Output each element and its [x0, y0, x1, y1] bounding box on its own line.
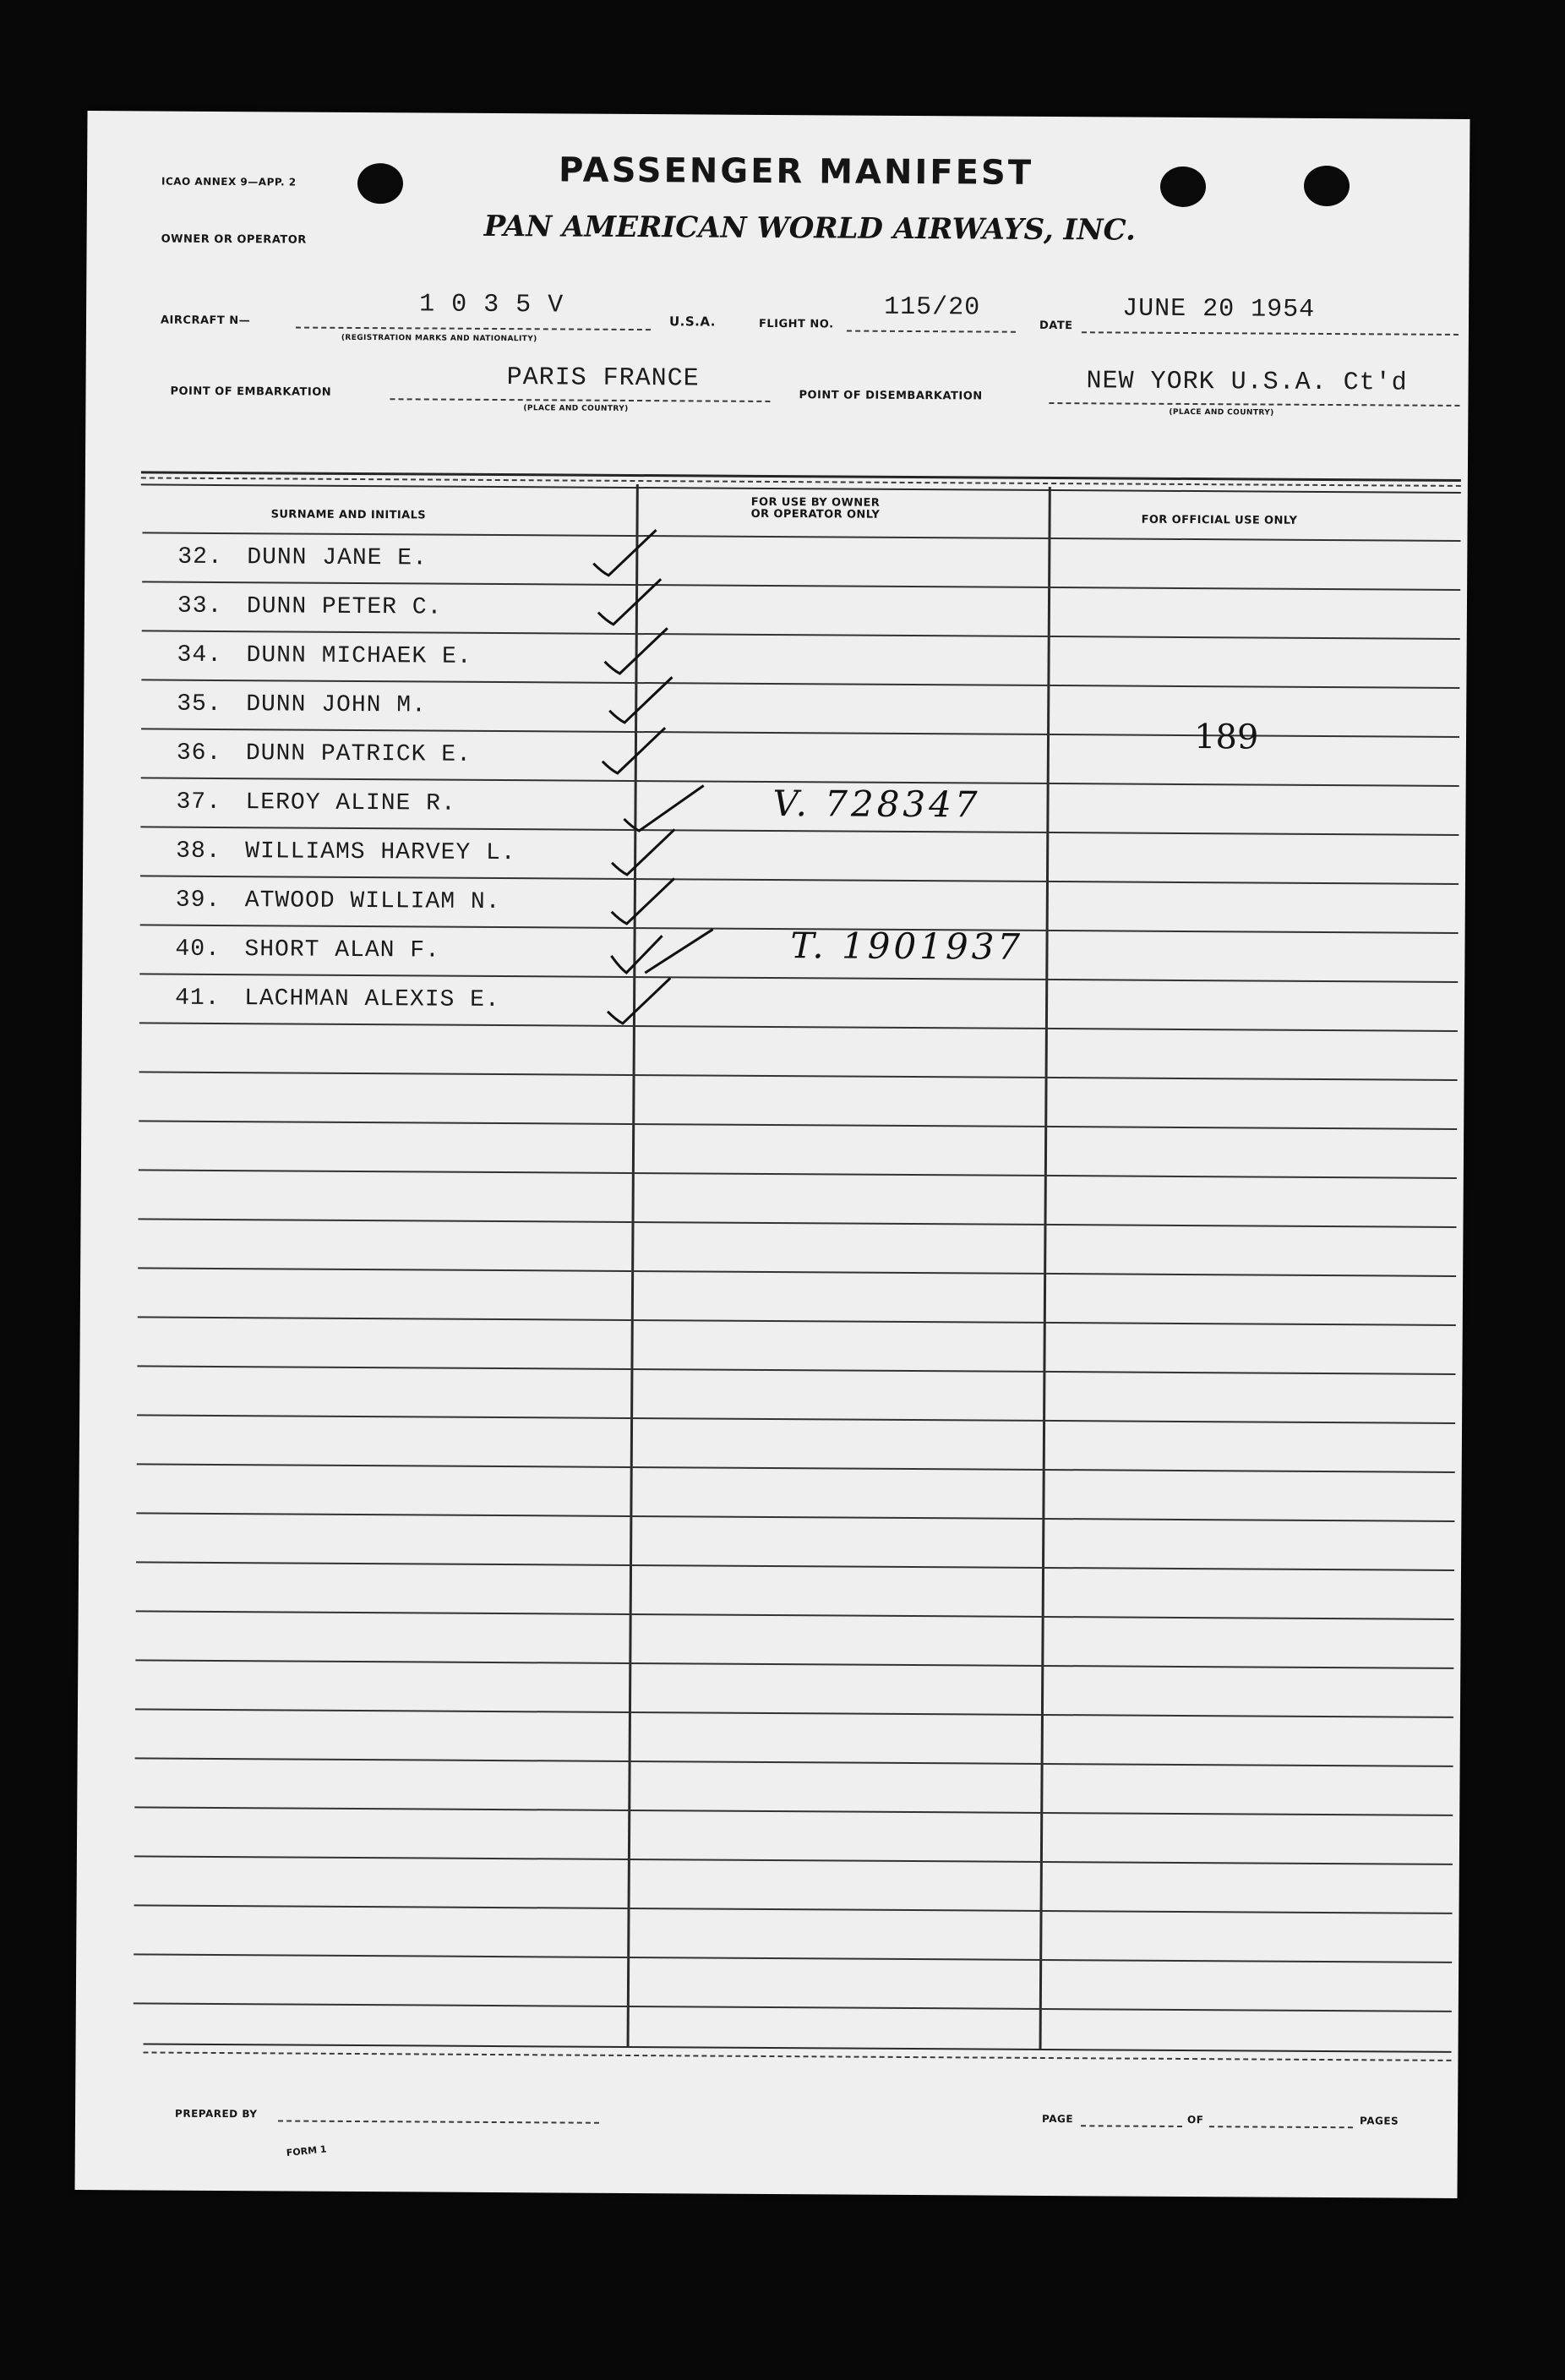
date-value: JUNE 20 1954: [1122, 294, 1316, 325]
check-mark-icon: [604, 974, 675, 1026]
disembarkation-dotline: [1049, 402, 1459, 407]
passenger-name: DUNN JANE E.: [247, 544, 428, 572]
disembarkation-value: NEW YORK U.S.A. Ct'd: [1086, 367, 1408, 398]
column-divider: [1039, 487, 1051, 2049]
of-dotline: [1209, 2126, 1353, 2128]
date-label: DATE: [1039, 319, 1073, 333]
disembarkation-caption: (PLACE AND COUNTRY): [1169, 407, 1274, 418]
owner-value: PAN AMERICAN WORLD AIRWAYS, INC.: [483, 209, 1136, 248]
pages-label: PAGES: [1359, 2115, 1399, 2127]
column-header-surname: SURNAME AND INITIALS: [270, 508, 427, 522]
stamp: FORM 1: [286, 2143, 328, 2159]
ruled-line: [139, 1071, 1458, 1081]
ruled-line: [135, 1757, 1453, 1767]
passenger-name: DUNN PETER C.: [246, 593, 443, 621]
manifest-page: [75, 111, 1470, 2198]
passenger-name: DUNN PATRICK E.: [245, 740, 472, 768]
passenger-name: DUNN JOHN M.: [246, 691, 427, 719]
column-header-owner-line2: OR OPERATOR ONLY: [750, 507, 881, 521]
ruled-line: [137, 1463, 1455, 1473]
punch-hole: [357, 163, 403, 204]
owner-label: OWNER OR OPERATOR: [161, 232, 307, 247]
check-mark-icon: [601, 625, 672, 676]
row-number: 40.: [175, 936, 221, 963]
aircraft-label: AIRCRAFT N—: [160, 314, 251, 328]
ruled-line: [138, 1267, 1456, 1277]
registration-caption: (REGISTRATION MARKS AND NATIONALITY): [341, 333, 537, 344]
ruled-line: [134, 1806, 1453, 1816]
passenger-name: SHORT ALAN F.: [244, 936, 440, 964]
ruled-line: [134, 1953, 1452, 1963]
ruled-line: [134, 1855, 1453, 1865]
page-dotline: [1081, 2125, 1182, 2127]
check-mark-icon: [608, 925, 717, 977]
embarkation-value: PARIS FRANCE: [506, 363, 700, 394]
ruled-lines: [88, 111, 1470, 119]
passenger-name: DUNN MICHAEK E.: [246, 642, 472, 670]
ruled-line: [139, 1218, 1457, 1228]
row-number: 37.: [176, 789, 222, 816]
row-number: 34.: [177, 641, 223, 669]
embarkation-dotline: [390, 398, 770, 402]
flight-label: FLIGHT NO.: [758, 317, 834, 331]
row-number: 35.: [177, 691, 222, 718]
table-bottom-rule: [144, 2043, 1452, 2052]
check-mark-icon: [608, 875, 679, 926]
ruled-line: [137, 1414, 1455, 1424]
punch-hole: [1160, 166, 1206, 207]
prepared-by-label: PREPARED BY: [175, 2107, 258, 2121]
owner-note-row37: V. 728347: [772, 782, 981, 826]
punch-hole: [1304, 166, 1350, 206]
ruled-line: [134, 1904, 1453, 1914]
check-mark-icon: [595, 576, 666, 627]
table-top-rule: [141, 471, 1461, 482]
ruled-line: [134, 2002, 1452, 2012]
row-number: 33.: [177, 592, 223, 620]
table-bottom-rule: [143, 2051, 1451, 2061]
row-number: 36.: [176, 740, 222, 767]
check-mark-icon: [599, 724, 670, 776]
nationality: U.S.A.: [668, 314, 717, 330]
flight-dotline: [847, 330, 1016, 333]
row-number: 39.: [175, 887, 221, 914]
ruled-line: [137, 1365, 1455, 1375]
column-header-owner: [751, 497, 881, 521]
official-note: 189: [1193, 718, 1259, 757]
passenger-name: LACHMAN ALEXIS E.: [244, 985, 500, 1014]
ruled-line: [135, 1708, 1453, 1718]
ruled-line: [135, 1659, 1453, 1669]
column-header-owner-line1: FOR USE BY OWNER: [750, 495, 881, 510]
passenger-name: ATWOOD WILLIAM N.: [244, 887, 501, 916]
passenger-name: LEROY ALINE R.: [245, 789, 456, 817]
ruled-line: [142, 532, 1460, 542]
embarkation-label: POINT OF EMBARKATION: [170, 385, 332, 399]
embarkation-caption: (PLACE AND COUNTRY): [523, 404, 629, 413]
row-number: 32.: [177, 543, 223, 571]
row-number: 38.: [176, 838, 221, 865]
aircraft-value: 1 0 3 5 V: [419, 290, 564, 320]
check-mark-icon: [608, 826, 679, 877]
ruled-line: [136, 1512, 1454, 1522]
flight-value: 115/20: [884, 292, 981, 323]
check-mark-icon: [590, 527, 661, 578]
aircraft-dotline: [296, 327, 651, 331]
ruled-line: [138, 1316, 1456, 1326]
row-number: 41.: [175, 985, 221, 1013]
form-code: ICAO ANNEX 9—APP. 2: [161, 175, 297, 188]
column-header-official: FOR OFFICIAL USE ONLY: [1141, 513, 1298, 527]
passenger-name: WILLIAMS HARVEY L.: [245, 838, 516, 867]
owner-note-row40: T. 1901937: [790, 925, 1024, 968]
prepared-by-dotline: [278, 2120, 599, 2123]
page-title: PASSENGER MANIFEST: [558, 150, 1034, 193]
disembarkation-label: POINT OF DISEMBARKATION: [799, 389, 983, 403]
ruled-line: [139, 1169, 1457, 1179]
check-mark-icon: [606, 674, 677, 725]
ruled-line: [136, 1561, 1454, 1571]
date-dotline: [1082, 331, 1459, 336]
ruled-line: [139, 1120, 1457, 1130]
ruled-line: [136, 1610, 1454, 1620]
of-label: OF: [1186, 2114, 1204, 2126]
page-label: PAGE: [1041, 2112, 1074, 2126]
